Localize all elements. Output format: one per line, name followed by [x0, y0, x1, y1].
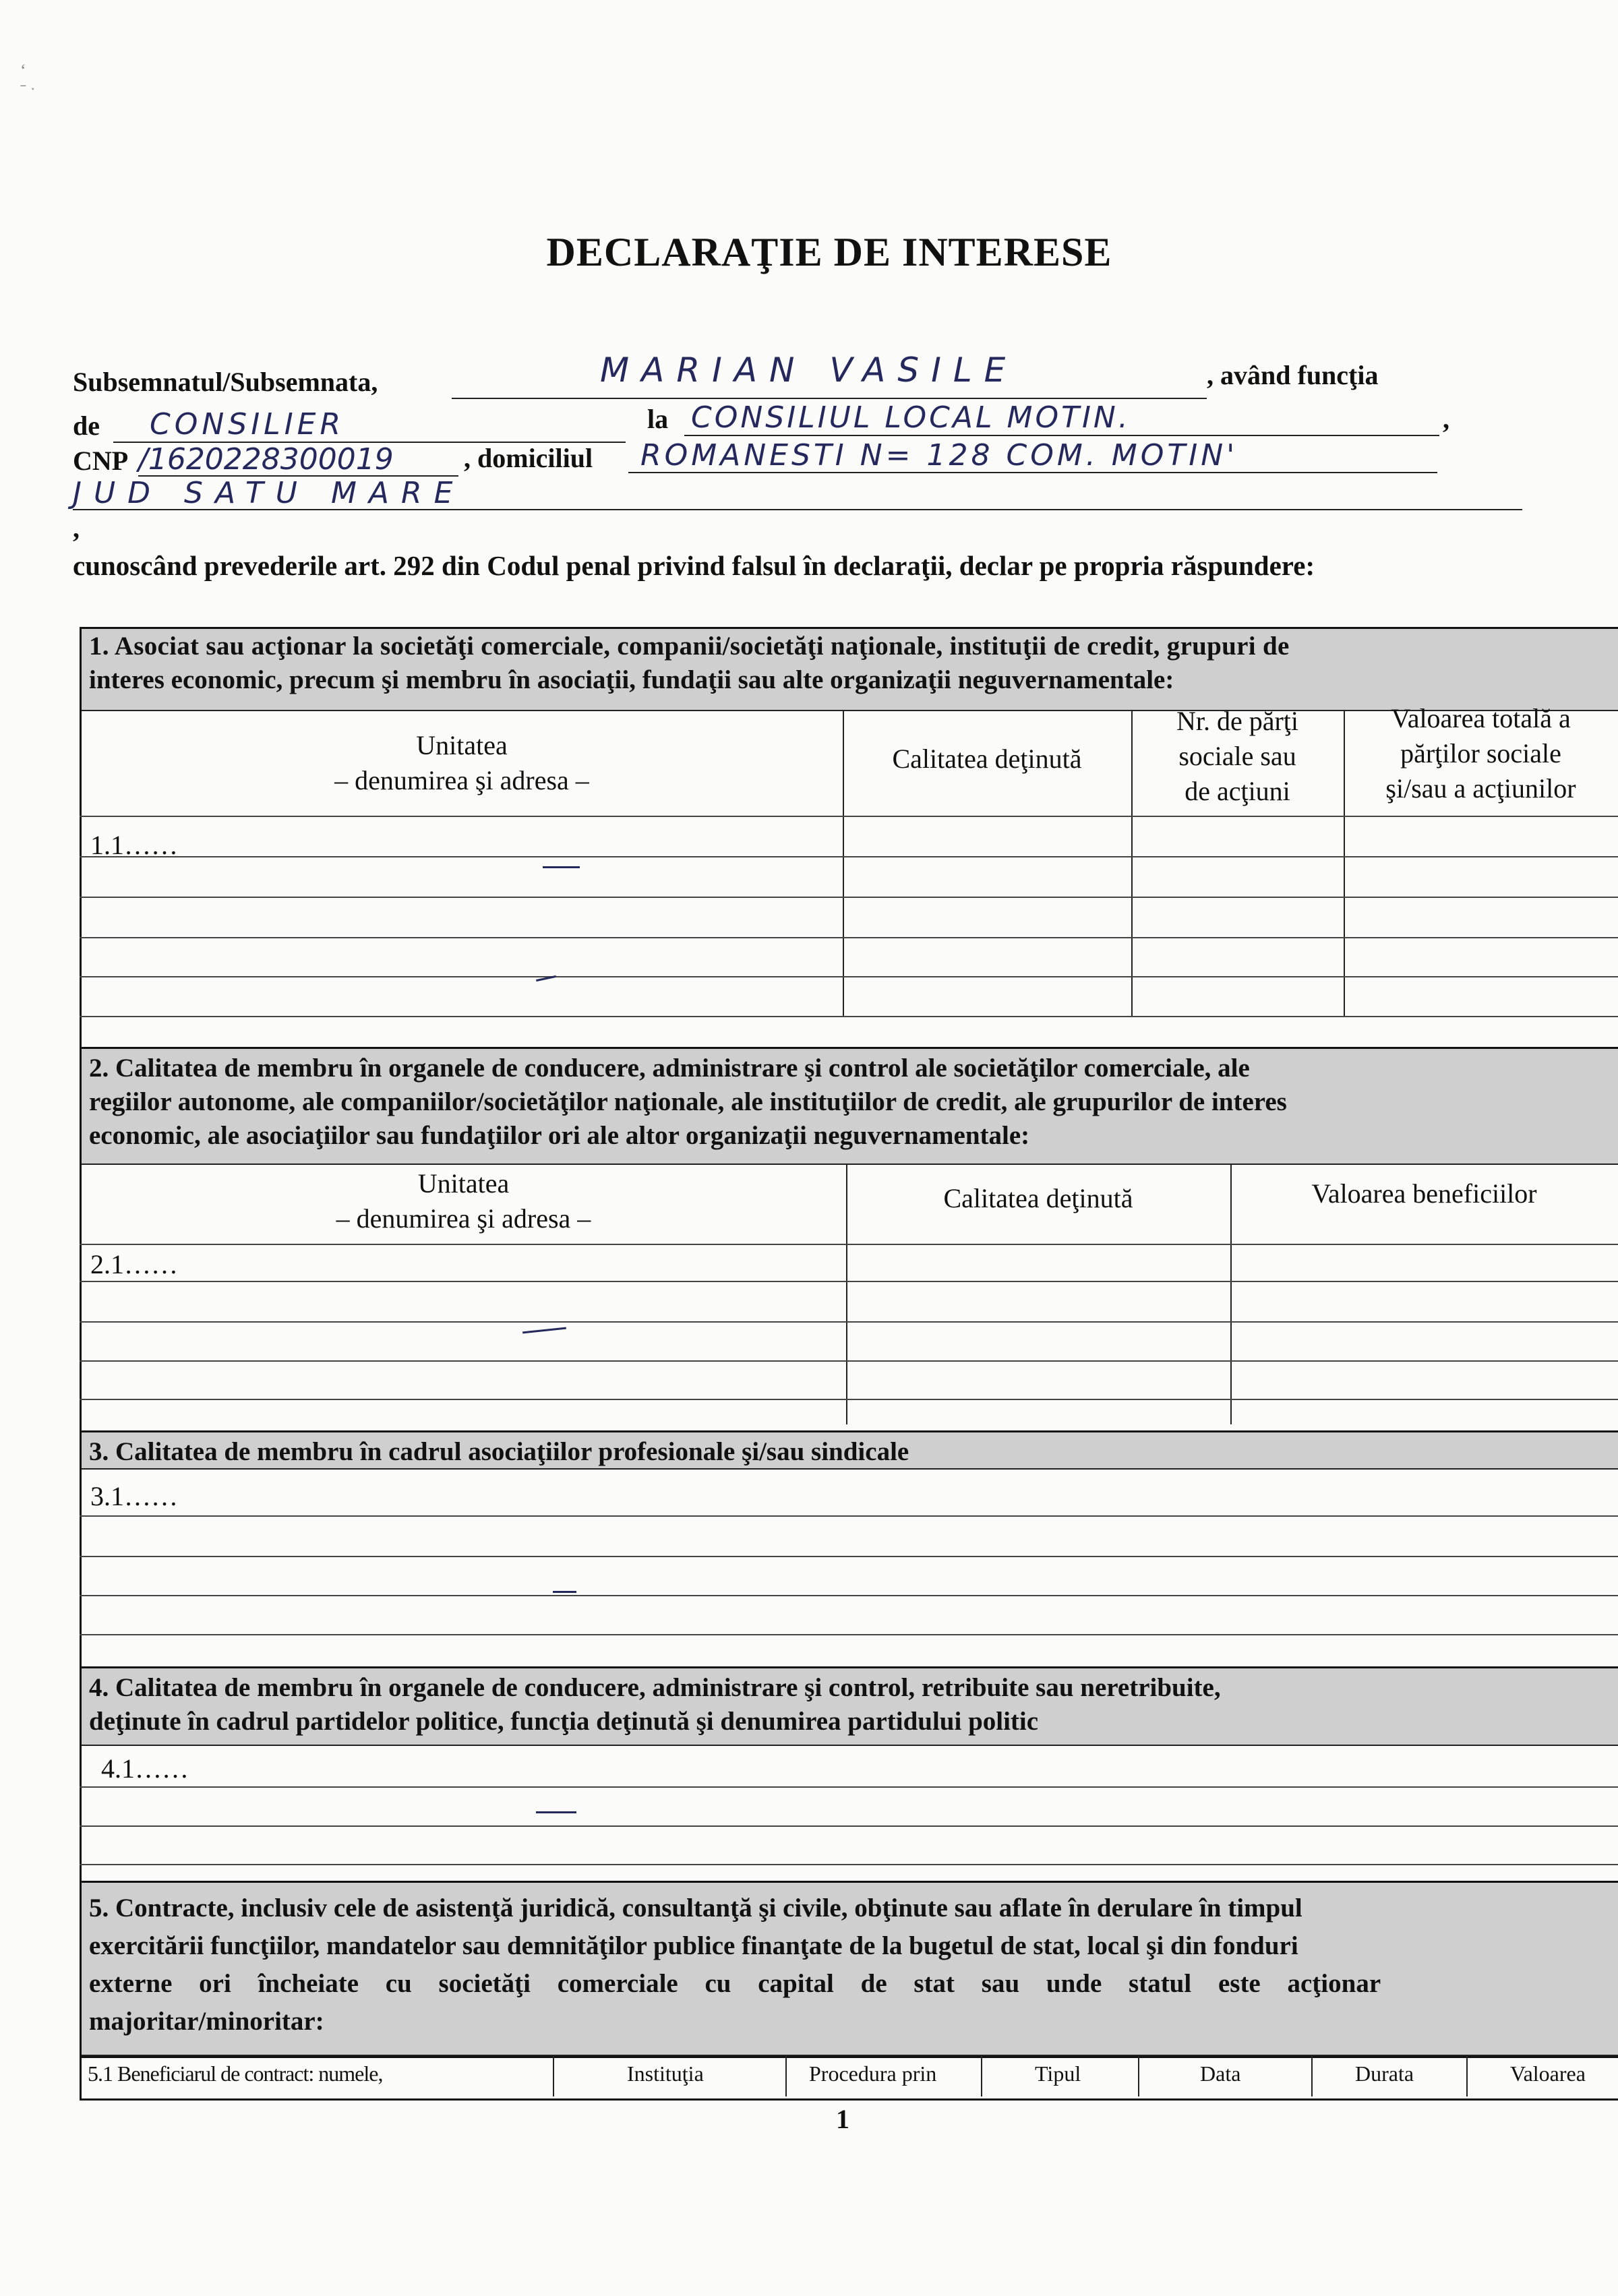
- s3-row-line-2: [80, 1556, 1618, 1557]
- s1-row-line-5: [80, 1016, 1618, 1017]
- s5-col-divider-6: [1466, 2056, 1468, 2096]
- s1-row-line-2: [80, 897, 1618, 898]
- page-title: DECLARAŢIE DE INTERESE: [546, 230, 1112, 274]
- s1-row1-label: 1.1……: [90, 830, 178, 860]
- cnp-value: /1620228300019: [138, 442, 394, 477]
- s2-row-line-4: [80, 1399, 1618, 1400]
- page-number: 1: [836, 2104, 849, 2134]
- s4-row-line-1: [80, 1786, 1618, 1788]
- la-comma: ,: [1443, 404, 1449, 434]
- s2-col-calitatea: Calitatea deţinută: [943, 1183, 1133, 1213]
- s3-row-line-3: [80, 1595, 1618, 1596]
- s3-dash-mark: [553, 1591, 576, 1593]
- section3-heading: 3. Calitatea de membru în cadrul asociaţiilor profesionale şi/sau sindicale: [80, 1430, 1618, 1470]
- s4-row1-label: 4.1……: [101, 1753, 189, 1784]
- s1-row-line-3: [80, 937, 1618, 938]
- s5-col-divider-3: [981, 2056, 982, 2096]
- s1-col-calitatea: Calitatea deţinută: [892, 744, 1082, 774]
- s5-col-divider-4: [1138, 2056, 1139, 2096]
- s2-row-line-1: [80, 1281, 1618, 1282]
- s4-row-line-3: [80, 1864, 1618, 1865]
- statement: cunoscând prevederile art. 292 din Codul penal privind falsul în declaraţii, declar pe propria răspundere:: [73, 550, 1315, 581]
- s5-col-valoarea: Valoarea: [1510, 2061, 1586, 2086]
- s5-col-data: Data: [1200, 2061, 1241, 2086]
- s2-row-line-3: [80, 1360, 1618, 1362]
- s5-col-procedura: Procedura prin: [809, 2061, 937, 2086]
- domiciliul-value: ROMANESTI N= 128 COM. MOTIN': [640, 438, 1238, 473]
- s5-col-divider-1: [553, 2056, 554, 2096]
- s1-col-unitatea: Unitatea – denumirea şi adresa –: [334, 730, 589, 795]
- la-value: CONSILIUL LOCAL MOTIN.: [691, 400, 1131, 435]
- s3-row-line-4: [80, 1634, 1618, 1635]
- section2-heading-line2: regiilor autonome, ale companiilor/societăţilor naţionale, ale instituţiilor de credit, ale grupurilor de interes: [89, 1087, 1287, 1116]
- functia-label: , având funcţia: [1207, 360, 1379, 390]
- section5-heading-line1: 5. Contracte, inclusiv cele de asistenţă juridică, consultanţă şi civile, obţinute sau aflate în derulare în timpul: [89, 1894, 1302, 1923]
- cnp-label: CNP: [73, 446, 129, 476]
- section4-table: [80, 1666, 1618, 1886]
- s5-col-tipul: Tipul: [1035, 2061, 1081, 2086]
- s2-col-unitatea: Unitatea – denumirea şi adresa –: [336, 1168, 591, 1234]
- s2-row-line-0: [80, 1244, 1618, 1245]
- s5-col-institutia: Instituţia: [627, 2061, 704, 2086]
- la-label: la: [647, 404, 669, 434]
- la-underline: [684, 435, 1439, 436]
- s1-row-line-4: [80, 976, 1618, 977]
- domiciliul-label: , domiciliul: [464, 443, 593, 473]
- name-value: MARIAN VASILE: [600, 351, 1018, 390]
- s4-dash-mark: [536, 1811, 576, 1813]
- section5-heading-line2: exercitării funcţiilor, mandatelor sau demnităţilor publice finanţate de la bugetul de stat, local şi din fonduri: [89, 1931, 1298, 1960]
- s4-row-line-2: [80, 1825, 1618, 1827]
- section2-heading-line1: 2. Calitatea de membru în organele de conducere, administrare şi control ale societăţilor comerciale, ale: [89, 1054, 1250, 1083]
- section4-heading-line2: deţinute în cadrul partidelor politice, funcţia deţinută şi denumirea partidului politic: [89, 1707, 1039, 1736]
- s5-col-divider-5: [1311, 2056, 1313, 2096]
- s2-row1-label: 2.1……: [90, 1249, 178, 1279]
- section5-heading-line4: majoritar/minoritar:: [89, 2007, 324, 2036]
- s3-row-line-1: [80, 1515, 1618, 1517]
- s1-col-valoarea: Valoarea totală a părţilor sociale şi/sau a acţiunilor: [1385, 703, 1576, 804]
- s5-col-divider-2: [785, 2056, 787, 2096]
- section2-heading-line3: economic, ale asociaţiilor sau fundaţiilor ori ale altor organizaţii neguvernamentale:: [89, 1121, 1030, 1150]
- functia-value: CONSILIER: [150, 407, 345, 442]
- s1-row-line-1: [80, 856, 1618, 857]
- s5-row-line-0: [80, 2056, 1618, 2058]
- domiciliul-comma: ,: [73, 513, 80, 543]
- section3-table: [80, 1430, 1618, 1684]
- name-underline: [452, 398, 1207, 399]
- s5-col-durata: Durata: [1355, 2061, 1414, 2086]
- section1-heading-line1: 1. Asociat sau acţionar la societăţi comerciale, companii/societăţi naţionale, instituţii de credit, grupuri de: [89, 632, 1290, 661]
- s3-row1-label: 3.1……: [90, 1481, 178, 1511]
- s1-dash-mark-1: [543, 866, 580, 868]
- s2-col-valoarea: Valoarea beneficiilor: [1311, 1178, 1537, 1209]
- section2-table: [80, 1047, 1618, 1435]
- s1-row-line-0: [80, 816, 1618, 817]
- section4-heading-line1: 4. Calitatea de membru în organele de conducere, administrare şi control, retribuite sau neretribuite,: [89, 1673, 1221, 1702]
- subsemnatul-label: Subsemnatul/Subsemnata,: [73, 367, 378, 397]
- scan-marks: ʻ ˉ ˑ: [20, 61, 36, 100]
- section1-table: [80, 627, 1618, 1062]
- s5-col-beneficiar: 5.1 Beneficiarul de contract: numele,: [88, 2061, 383, 2086]
- s2-row-line-2: [80, 1321, 1618, 1323]
- section5-heading-line3: externe ori încheiate cu societăţi comerciale cu capital de stat sau unde statul este acţionar: [89, 1969, 1381, 1998]
- section1-heading-line2: interes economic, precum şi membru în asociaţii, fundaţii sau alte organizaţii neguvernamentale:: [89, 665, 1174, 694]
- de-label: de: [73, 411, 100, 441]
- domiciliul-value-2: JUD SATU MARE: [73, 476, 465, 510]
- s1-col-nr-parti: Nr. de părţi sociale sau de acţiuni: [1176, 706, 1299, 806]
